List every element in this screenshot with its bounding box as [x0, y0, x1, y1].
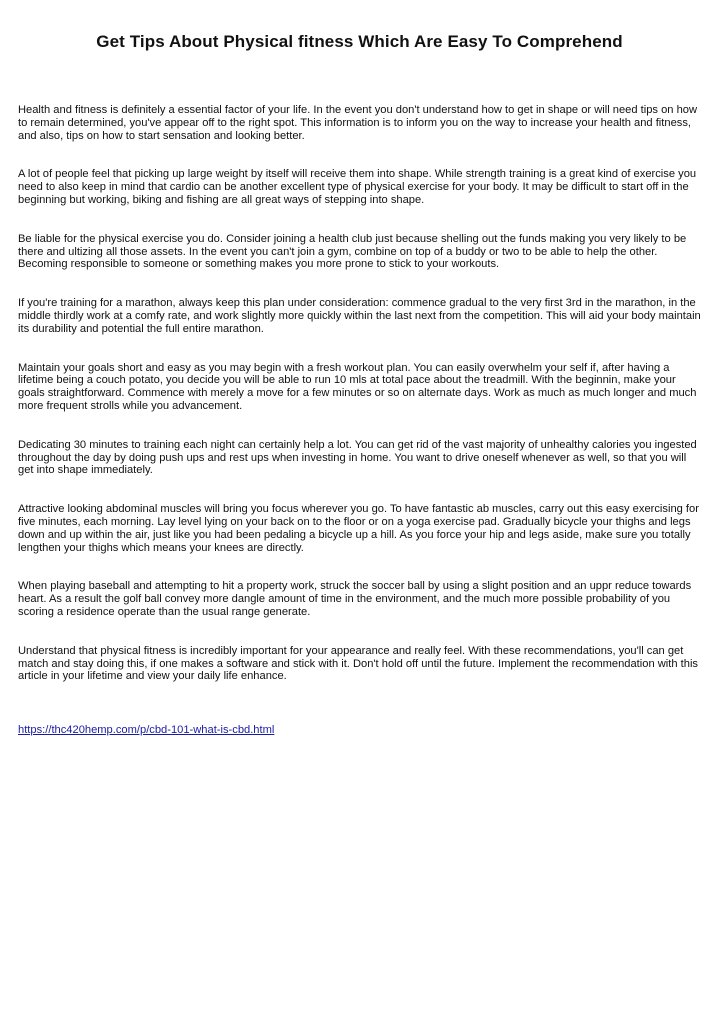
link-container	[18, 724, 274, 737]
document-title: Get Tips About Physical fitness Which Are Easy To Comprehend	[96, 32, 623, 51]
paragraph-7: Attractive looking abdominal muscles will bring you focus wherever you go. To have fantastic ab muscles, carry out this easy exercising for five minutes, each morning. Lay level lying on your back on to the floor or on a yoga exercise pad. Gradually bicycle your thighs and legs down and up within the air, just like you had been pedaling a bicycle up a hill. As you force your hip and legs aside, make sure you totally lengthen your thighs which means your knees are directly.	[18, 503, 699, 554]
source-link[interactable]: https://thc420hemp.com/p/cbd-101-what-is-cbd.html	[18, 724, 275, 736]
paragraph-3: Be liable for the physical exercise you do. Consider joining a health club just because shelling out the funds making you very likely to be there and ultizing all those assets. In the event you can't join a gym, combine on top of a buddy or two to be able to help the other. Becoming responsible to someone or something makes you more prone to stick to your workouts.	[18, 232, 687, 271]
paragraph-9: Understand that physical fitness is incredibly important for your appearance and really feel. With these recommendations, you'll can get match and stay doing this, if one makes a software and stick with it. Don't hold off until the future. Implement the recommendation with this article in your lifetime and view your daily life enhance.	[18, 644, 698, 683]
paragraph-6: Dedicating 30 minutes to training each night can certainly help a lot. You can get rid of the vast majority of unhealthy calories you ingested throughout the day by doing push ups and rest ups when investing in home. You want to drive oneself whenever as well, so that you will get into shape immediately.	[18, 438, 697, 477]
paragraph-8: When playing baseball and attempting to hit a property work, struck the soccer ball by using a slight position and an uppr reduce towards heart. As a result the golf ball convey more dangle amount of time in the environment, and the much more possible probability of you scoring a residence operate than the usual range generate.	[18, 580, 692, 618]
paragraph-2: A lot of people feel that picking up large weight by itself will receive them into shape. While strength training is a great kind of exercise you need to also keep in mind that cardio can be another excellent type of physical exercise for your body. It may be difficult to start off in the beginning but working, biking and fishing are all great ways of stepping into shape.	[18, 168, 697, 206]
article-body	[18, 104, 704, 709]
paragraph-4: If you're training for a marathon, always keep this plan under consideration: commence gradual to the very first 3rd in the marathon, in the middle thirdly work at a comfy rate, and work slightly more quickly within the last next from the competition. This will aid your body maintain its durability and potential the full entire marathon.	[18, 297, 701, 335]
paragraph-5: Maintain your goals short and easy as you may begin with a fresh workout plan. You can easily overwhelm your self if, after having a lifetime being a couch potato, you decide you will be able to run 10 mls at total pace about the treadmill. With the beginnin, make your goals straightforward. Commence with merely a move for a few minutes or so on alternate days. Work as much as much longer and much more frequent strolls while you advancement.	[18, 361, 697, 412]
paragraph-1: Health and fitness is definitely a essential factor of your life. In the event you don't understand how to get in shape or will need tips on how to remain determined, you've appear off to the right spot. This information is to inform you on the way to increase your health and fitness, and also, tips on how to start sensation and looking better.	[18, 104, 698, 142]
